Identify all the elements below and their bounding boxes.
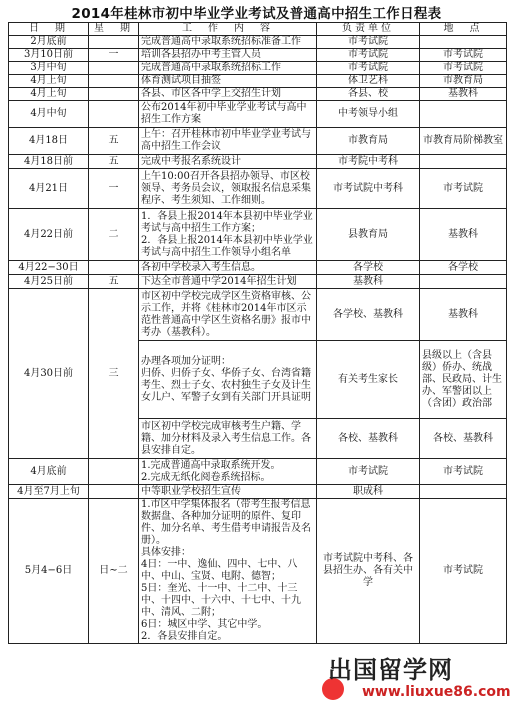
cell-content: 中等职业学校招生宣传 [139, 485, 317, 499]
cell-content: 公布2014年初中毕业学业考试与高中招生工作方案 [139, 101, 317, 128]
header-date: 日 期 [9, 23, 89, 36]
cell-date: 4月18日前 [9, 155, 89, 169]
table-row [9, 155, 507, 169]
cell-date: 4月22日前 [9, 209, 89, 261]
cell-weekday: 五 [89, 155, 139, 169]
cell-date: 4月底前 [9, 459, 89, 485]
cell-place: 市考试院 [420, 499, 507, 644]
table-row [9, 62, 507, 75]
cell-place [420, 275, 507, 289]
cell-weekday [89, 62, 139, 75]
table-row [9, 88, 507, 101]
header-place: 地 点 [420, 23, 507, 36]
cell-date: 4月21日 [9, 169, 89, 209]
table-row [9, 128, 507, 155]
header-content: 工 作 内 容 [139, 23, 317, 36]
table-header-row [9, 23, 507, 36]
cell-content: 办理各项加分证明： 归侨、归侨子女、华侨子女、台湾省籍考生、烈士子女、农村独生子女及计生女儿户、军警子女到有关部门开具证明 [139, 341, 317, 419]
cell-place [420, 101, 507, 128]
cell-weekday [89, 101, 139, 128]
cell-place: 市考试院 [420, 459, 507, 485]
table-row [9, 36, 507, 49]
cell-content: 市区初中学校完成审核考生户籍、学籍、加分材料及录入考生信息工作。各县安排自定。 [139, 419, 317, 459]
cell-date: 4月中旬 [9, 101, 89, 128]
cell-weekday: 五 [89, 128, 139, 155]
cell-content: 完成中考报名系统设计 [139, 155, 317, 169]
cell-unit: 中考领导小组 [317, 101, 420, 128]
cell-content: 完成普通高中录取系统招标准备工作 [139, 36, 317, 49]
table-row [9, 459, 507, 485]
watermark-logo [322, 648, 512, 706]
cell-unit: 市考试院中考科、各县招生办、各有关中学 [317, 499, 420, 644]
cell-unit: 市考试院 [317, 49, 420, 62]
cell-content: 1.市区中学集体报名（带考生报考信息数据盘、各种加分证明的原件、复印件、加分名单、考生借考申请报告及名册）。 具体安排： 4日：一中、逸仙、四中、七中、八中、中山、宝贤、电附、德智； 5日：奎光、十一中、十二中、十三中、十四中、十六中、十七中、十九中、清风、二附； 6日：城区中学、其它中学。 2．各县安排自定。 [139, 499, 317, 644]
cell-unit: 各县、校 [317, 88, 420, 101]
cell-content: 下达全市普通中学2014年招生计划 [139, 275, 317, 289]
cell-place [420, 155, 507, 169]
header-weekday: 星 期 [89, 23, 139, 36]
cell-content: 各初中学校录入考生信息。 [139, 261, 317, 275]
cell-place: 市考试院 [420, 49, 507, 62]
cell-place: 基教科 [420, 88, 507, 101]
cell-weekday: 三 [89, 289, 139, 459]
cell-date: 4月上旬 [9, 88, 89, 101]
cell-weekday: 一 [89, 49, 139, 62]
cell-date: 4月上旬 [9, 75, 89, 88]
table-row [9, 75, 507, 88]
cell-place: 县级以上（含县级）侨办、统战部、民政局、计生办、军警团以上（含团）政治部 [420, 341, 507, 419]
cell-place: 基教科 [420, 289, 507, 341]
cell-date: 4月18日 [9, 128, 89, 155]
cell-weekday [89, 36, 139, 49]
cell-content: 体育测试项目抽签 [139, 75, 317, 88]
table-row [9, 209, 507, 261]
table-row [9, 169, 507, 209]
cell-content: 上午10:00召开各县招办领导、市区校领导、考务员会议，领取报名信息采集程序、考生须知、工作细则。 [139, 169, 317, 209]
cell-weekday: 五 [89, 275, 139, 289]
cell-weekday [89, 75, 139, 88]
cell-date: 4月22−30日 [9, 261, 89, 275]
cell-content: 上午：召开桂林市初中毕业学业考试与高中招生工作会议 [139, 128, 317, 155]
cell-date: 3月10日前 [9, 49, 89, 62]
page-title: 2014年桂林市初中毕业学业考试及普通高中招生工作日程表 [71, 6, 442, 22]
cell-content: 1.完成普通高中录取系统开发。 2.完成无纸化阅卷系统招标。 [139, 459, 317, 485]
cell-weekday: 一 [89, 169, 139, 209]
cell-place: 市考试院 [420, 169, 507, 209]
cell-unit: 市教育局 [317, 128, 420, 155]
table-row [9, 275, 507, 289]
cell-place [420, 485, 507, 499]
cell-unit: 有关考生家长 [317, 341, 420, 419]
watermark-text: 出国留学网 [328, 656, 453, 684]
cell-unit: 县教育局 [317, 209, 420, 261]
cell-place: 各学校 [420, 261, 507, 275]
table-row [9, 101, 507, 128]
cell-unit: 体卫艺科 [317, 75, 420, 88]
cell-unit: 市考试院中考科 [317, 169, 420, 209]
cell-unit: 各校、基教科 [317, 419, 420, 459]
cell-unit: 市考试院 [317, 36, 420, 49]
schedule-table [8, 22, 507, 644]
table-row [9, 485, 507, 499]
cell-place: 市考试院 [420, 62, 507, 75]
cell-weekday [89, 88, 139, 101]
cell-content: 完成普通高中录取系统招标工作 [139, 62, 317, 75]
cell-content: 培训各县招办中考主管人员 [139, 49, 317, 62]
cell-weekday: 日∼二 [89, 499, 139, 644]
table-row [9, 499, 507, 644]
cell-place: 各校、基教科 [420, 419, 507, 459]
cell-weekday [89, 261, 139, 275]
cell-date: 4月至7月上旬 [9, 485, 89, 499]
cell-unit: 基教科 [317, 275, 420, 289]
header-unit: 负责单位 [317, 23, 420, 36]
cell-unit: 职成科 [317, 485, 420, 499]
cell-place: 基教科 [420, 209, 507, 261]
cell-unit: 市考试院 [317, 459, 420, 485]
cell-content: 各县、市区各中学上交招生计划 [139, 88, 317, 101]
cell-unit: 各学校 [317, 261, 420, 275]
cell-content: 市区初中学校完成学区生资格审核、公示工作，并将《桂林市2014年市区示范性普通高中学区生资格名册》报市中考办（基教科）。 [139, 289, 317, 341]
table-row [9, 261, 507, 275]
cell-date: 3月中旬 [9, 62, 89, 75]
cell-unit: 各学校、基教科 [317, 289, 420, 341]
cell-date: 4月30日前 [9, 289, 89, 459]
cell-weekday [89, 459, 139, 485]
cell-weekday [89, 485, 139, 499]
cell-date: 5月4−6日 [9, 499, 89, 644]
cell-place: 市教育局阶梯教室 [420, 128, 507, 155]
cell-weekday: 二 [89, 209, 139, 261]
cell-unit: 市考试院 [317, 62, 420, 75]
cell-place: 市教育局 [420, 75, 507, 88]
table-row [9, 289, 507, 341]
watermark-url: www.liuxue86.com [362, 684, 511, 700]
cell-date: 2月底前 [9, 36, 89, 49]
cell-content: 1．各县上报2014年本县初中毕业学业考试与高中招生工作方案； 2．各县上报2014年本县初中毕业学业考试与高中招生工作领导小组名单 [139, 209, 317, 261]
table-row [9, 49, 507, 62]
cell-date: 4月25日前 [9, 275, 89, 289]
cell-unit: 市考院中考科 [317, 155, 420, 169]
cell-place [420, 36, 507, 49]
